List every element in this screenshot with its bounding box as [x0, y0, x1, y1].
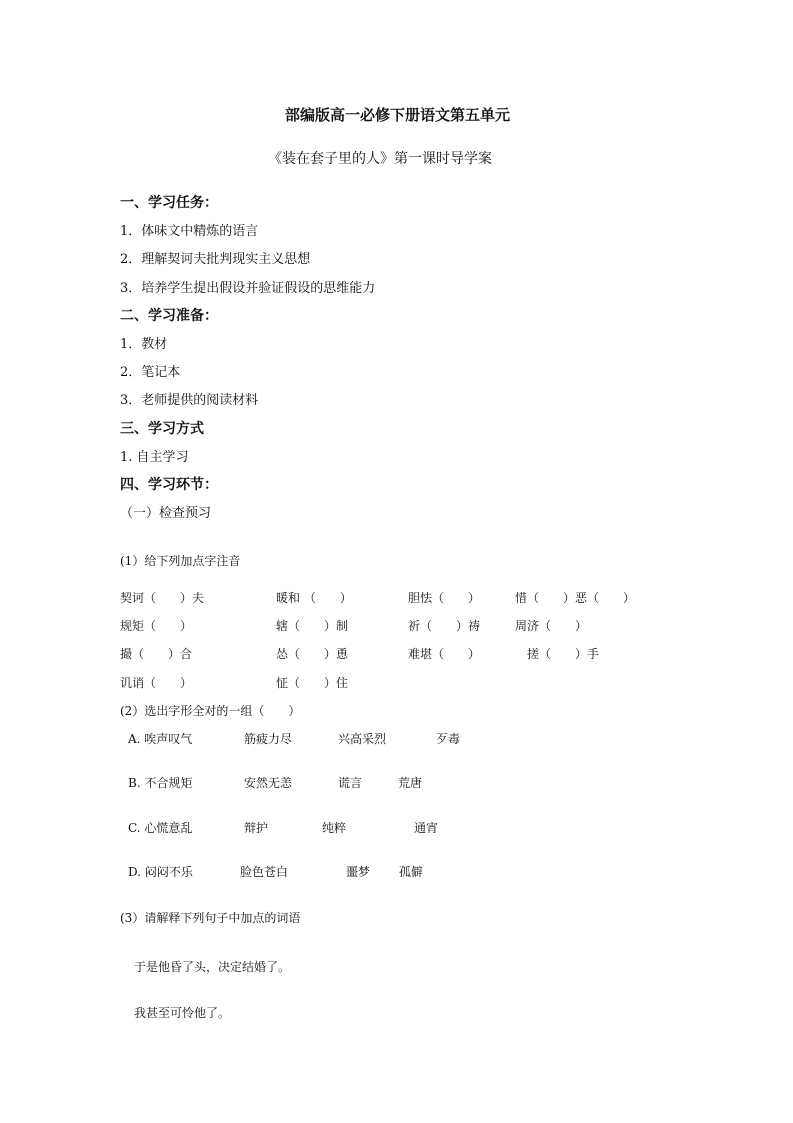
- question-3-sentence: 我甚至可怜他了。: [134, 1006, 231, 1020]
- pinyin-cell: 周济（ ）: [515, 619, 588, 633]
- pinyin-cell: 暖和 （ ）: [276, 591, 352, 605]
- option-word: 筋疲力尽: [244, 732, 293, 746]
- method-item: 1. 自主学习: [120, 450, 189, 465]
- section-heading-preparation: 二、学习准备：: [120, 308, 218, 324]
- task-item: 1．体味文中精炼的语言: [120, 224, 259, 239]
- section-heading-method: 三、学习方式: [120, 421, 204, 437]
- task-item: 2．理解契诃夫批判现实主义思想: [120, 252, 311, 267]
- pinyin-cell: 规矩（ ）: [120, 619, 193, 633]
- option-word: A. 唉声叹气: [128, 732, 193, 746]
- option-word: D. 闷闷不乐: [128, 865, 193, 879]
- option-word: B. 不合规矩: [128, 776, 193, 790]
- prep-item: 1．教材: [120, 337, 168, 352]
- option-word: 兴高采烈: [338, 732, 387, 746]
- task-item: 3．培养学生提出假设并验证假设的思维能力: [120, 281, 376, 296]
- pinyin-cell: 祈（ ）祷: [408, 619, 481, 633]
- question-2-prompt: (2）选出字形全对的一组（ ）: [120, 704, 301, 718]
- option-word: 孤僻: [399, 865, 424, 879]
- section-heading-steps: 四、学习环节：: [120, 477, 218, 493]
- section-heading-tasks: 一、学习任务：: [120, 195, 218, 211]
- pinyin-cell: 契诃（ ）夫: [120, 591, 205, 605]
- pinyin-cell: 撮（ ）合: [120, 647, 193, 661]
- prep-item: 3．老师提供的阅读材料: [120, 393, 259, 408]
- pinyin-cell: 怔（ ）住: [276, 676, 349, 690]
- step-part-heading: （一）检查预习: [120, 506, 212, 521]
- pinyin-cell: 难堪（ ）: [408, 647, 481, 661]
- option-word: C. 心慌意乱: [128, 821, 193, 835]
- document-title: 部编版高一必修下册语文第五单元: [285, 106, 511, 124]
- prep-item: 2．笔记本: [120, 365, 181, 380]
- pinyin-cell: 搓（ ）手: [527, 647, 600, 661]
- pinyin-cell: 讥诮（ ）: [120, 676, 193, 690]
- option-word: 辩护: [244, 821, 269, 835]
- option-word: 安然无恙: [244, 776, 293, 790]
- question-3-prompt: (3）请解释下列句子中加点的词语: [120, 911, 301, 925]
- document-subtitle: 《装在套子里的人》第一课时导学案: [268, 151, 492, 167]
- pinyin-cell: 怂（ ）恿: [276, 647, 349, 661]
- option-word: 纯粹: [322, 821, 347, 835]
- option-word: 脸色苍白: [240, 865, 289, 879]
- pinyin-cell: 惜（ ）恶（ ）: [515, 591, 636, 605]
- question-3-sentence: 于是他昏了头，决定结婚了。: [134, 960, 291, 974]
- option-word: 歹毒: [436, 732, 461, 746]
- option-word: 噩梦: [346, 865, 371, 879]
- option-word: 通宵: [414, 821, 439, 835]
- option-word: 荒唐: [398, 776, 423, 790]
- pinyin-cell: 胆怯（ ）: [408, 591, 481, 605]
- option-word: 谎言: [338, 776, 363, 790]
- pinyin-cell: 辖（ ）制: [276, 619, 349, 633]
- question-1-prompt: (1）给下列加点字注音: [120, 554, 241, 568]
